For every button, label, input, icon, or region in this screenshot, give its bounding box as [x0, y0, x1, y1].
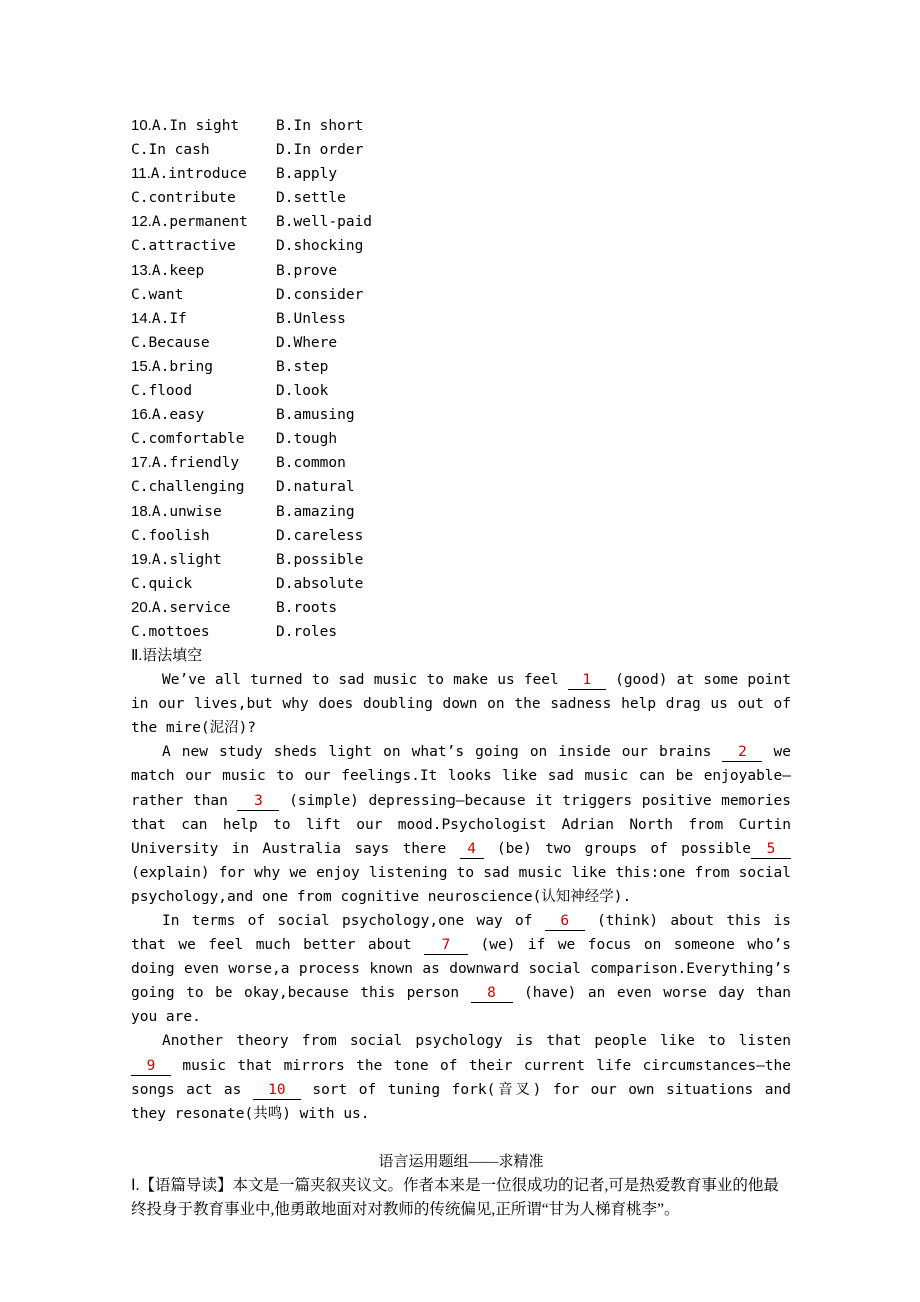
paragraph-text: (think) about this is that we feel much better about — [131, 913, 791, 954]
paragraph-text: (be) two groups of possible — [483, 840, 752, 857]
option-a-text: A.friendly — [151, 455, 240, 472]
question-number: 19. — [131, 550, 152, 568]
option-row-ab — [131, 403, 791, 427]
paragraph-text: (we) if we focus on someone who’s doing even worse,a process known as downward social comparison.Everything’s going to be okay,because this person — [131, 937, 792, 1002]
paragraph-text: (good) at some point in our lives,but why does doubling down on the sadness help drag us out of the mire(泥沼)? — [131, 672, 791, 737]
option-a — [131, 451, 276, 475]
option-row-cd — [131, 427, 791, 451]
option-b: B.amusing — [276, 407, 355, 424]
option-d: D.look — [276, 383, 329, 400]
option-c: C.flood — [131, 383, 193, 400]
paragraph-text: (have) an even worse day than you are. — [131, 985, 791, 1026]
paragraph-text: sort of tuning fork(音叉) for our own situations and they resonate(共鸣) with us. — [131, 1081, 791, 1122]
page-content — [131, 114, 791, 1222]
option-b: B.prove — [276, 262, 338, 279]
option-b: B.apply — [276, 166, 338, 183]
option-b: B.possible — [276, 551, 364, 568]
option-c: C.comfortable — [131, 431, 245, 448]
option-c: C.Because — [131, 334, 210, 351]
option-d: D.careless — [276, 527, 364, 544]
option-d: D.tough — [276, 431, 338, 448]
option-a-text: A.slight — [151, 551, 222, 568]
option-b: B.roots — [276, 599, 338, 616]
option-row-cd — [131, 620, 791, 644]
question-number: 17. — [131, 454, 152, 472]
question-number: 13. — [131, 261, 152, 279]
option-a — [131, 548, 276, 572]
option-a — [131, 210, 276, 234]
option-a-text: A.keep — [151, 262, 205, 279]
question-number: 14. — [131, 309, 152, 327]
usage-intro: Ⅰ.【语篇导读】本文是一篇夹叙夹议文。作者本来是一位很成功的记者,可是热爱教育事业的他最终投身于教育事业中,他勇敢地面对对教师的传统偏见,正所谓“甘为人梯育桃李”。 — [131, 1176, 779, 1218]
option-d: D.consider — [276, 286, 364, 303]
option-row-cd — [131, 524, 791, 548]
option-a-text: A.bring — [151, 358, 213, 375]
grammar-paragraph-4 — [131, 1029, 791, 1125]
answer-blank: 4 — [460, 840, 484, 859]
answer-blank: 1 — [568, 671, 606, 690]
question-number: 16. — [131, 406, 152, 424]
option-a — [131, 307, 276, 331]
question-number: 12. — [131, 213, 152, 231]
option-row-ab — [131, 500, 791, 524]
answer-blank: 6 — [545, 912, 585, 931]
option-a — [131, 114, 276, 138]
option-row-cd — [131, 234, 791, 258]
answer-blank: 9 — [131, 1057, 171, 1076]
option-row-cd — [131, 283, 791, 307]
paragraph-text: A new study sheds light on what’s going on inside our brains — [162, 744, 723, 761]
option-d: D.In order — [276, 142, 364, 159]
option-d: D.Where — [276, 334, 338, 351]
paragraph-text: Another theory from social psychology is that people like to listen — [162, 1033, 791, 1050]
option-d: D.natural — [276, 479, 355, 496]
answer-blank: 7 — [424, 936, 468, 955]
option-row-ab — [131, 162, 791, 186]
answer-blank: 10 — [253, 1081, 301, 1100]
option-c: C.mottoes — [131, 623, 210, 640]
paragraph-text: we match our music to our feelings.It looks like sad music can be enjoyable—rather than — [131, 744, 791, 809]
options-list — [131, 114, 791, 644]
option-c: C.challenging — [131, 479, 245, 496]
option-a-text: A.In sight — [151, 118, 240, 134]
option-row-cd — [131, 379, 791, 403]
option-a-text: A.If — [151, 310, 187, 327]
option-row-ab — [131, 259, 791, 283]
option-d: D.roles — [276, 623, 338, 640]
option-a — [131, 355, 276, 379]
option-row-cd — [131, 331, 791, 355]
question-number: 18. — [131, 502, 152, 520]
option-b: B.Unless — [276, 310, 346, 327]
option-a-text: A.permanent — [151, 214, 248, 231]
answer-blank: 3 — [237, 792, 279, 811]
paragraph-text: In terms of social psychology,one way of — [162, 913, 545, 929]
grammar-paragraph-2 — [131, 740, 791, 909]
option-row-ab — [131, 596, 791, 620]
option-row-ab — [131, 355, 791, 379]
question-number: 11. — [131, 165, 151, 183]
option-a — [131, 596, 276, 620]
option-c: C.want — [131, 286, 184, 303]
answer-blank: 5 — [751, 840, 791, 859]
option-row-cd — [131, 475, 791, 499]
paragraph-text: music that mirrors the tone of their current life circumstances—the songs act as — [131, 1057, 791, 1098]
option-b: B.well-paid — [276, 214, 373, 231]
option-row-ab — [131, 210, 791, 234]
option-b: B.step — [276, 358, 329, 375]
option-a — [131, 403, 276, 427]
option-row-ab — [131, 451, 791, 475]
option-d: D.shocking — [276, 238, 364, 255]
option-c: C.In cash — [131, 142, 210, 159]
option-d: D.absolute — [276, 575, 364, 592]
option-a-text: A.unwise — [151, 503, 222, 520]
question-number: 20. — [131, 598, 152, 616]
option-a — [131, 500, 276, 524]
question-number: 10. — [131, 117, 152, 134]
option-c: C.quick — [131, 575, 193, 592]
option-d: D.settle — [276, 190, 346, 207]
paragraph-text: (explain) for why we enjoy listening to sad music like this:one from social psychology,and one from cognitive neuroscience(认知神经学). — [131, 864, 791, 905]
paragraph-text: (simple) depressing—because it triggers positive memories that can help to lift our mood.Psychologist Adrian North from Curtin University in Australia says there — [131, 792, 791, 857]
option-row-cd — [131, 186, 791, 210]
option-c: C.foolish — [131, 527, 210, 544]
usage-section-title: 语言运用题组——求精准 — [378, 1153, 544, 1170]
option-c: C.attractive — [131, 238, 236, 255]
option-a-text: A.easy — [151, 407, 205, 424]
option-row-ab — [131, 307, 791, 331]
option-row-cd — [131, 572, 791, 596]
question-number: 15. — [131, 357, 152, 375]
option-b: B.common — [276, 455, 346, 472]
option-row-ab — [131, 114, 791, 138]
option-row-ab — [131, 548, 791, 572]
option-c: C.contribute — [131, 190, 236, 207]
option-a-text: A.service — [151, 599, 231, 616]
answer-blank: 8 — [471, 984, 513, 1003]
option-b: B.amazing — [276, 503, 355, 520]
grammar-section-title: Ⅱ.语法填空 — [131, 648, 203, 665]
answer-blank: 2 — [722, 743, 762, 762]
grammar-paragraph-3 — [131, 909, 791, 1029]
paragraph-text: We’ve all turned to sad music to make us feel — [162, 672, 568, 689]
option-a — [131, 259, 276, 283]
option-b: B.In short — [276, 118, 364, 134]
option-row-cd — [131, 138, 791, 162]
option-a — [131, 162, 276, 186]
option-a-text: A.introduce — [150, 166, 247, 183]
grammar-paragraph-1 — [131, 668, 791, 740]
